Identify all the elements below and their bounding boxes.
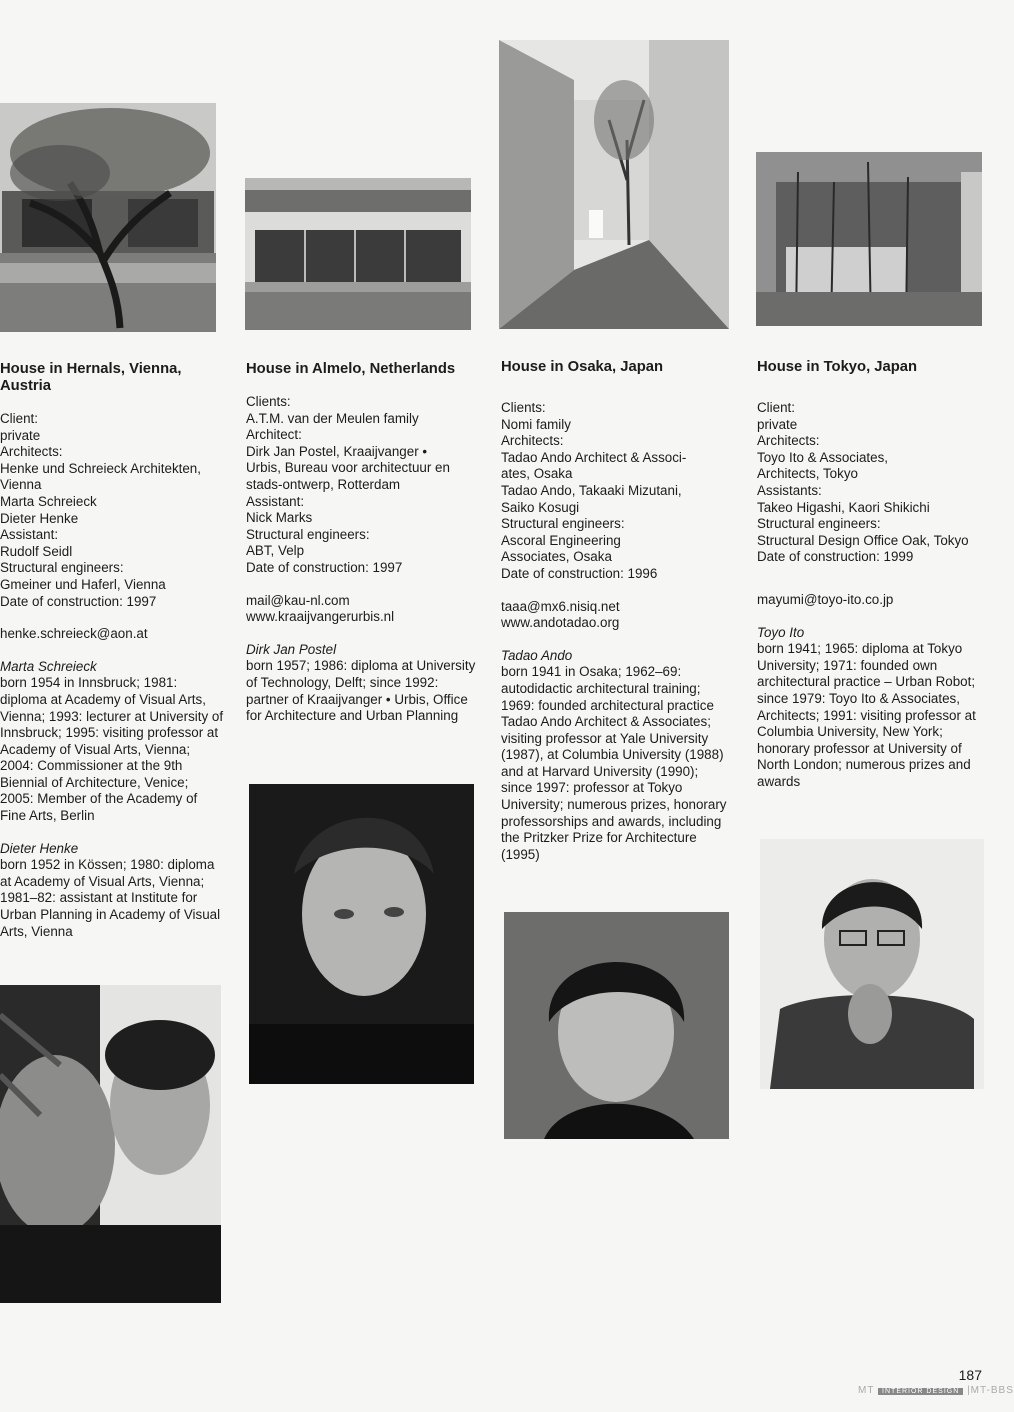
contact-email[interactable]: mayumi@toyo-ito.co.jp	[757, 591, 894, 607]
portrait-ito	[760, 839, 984, 1089]
credit-line: Date of construction: 1997	[0, 593, 157, 609]
watermark-left: MT	[858, 1385, 875, 1396]
credit-line: Date of construction: 1999	[757, 549, 914, 565]
bio-text: born 1941; 1965: diploma at Tokyo University; 1971: founded own architectural practice – Urban Robot; since 1979: Toyo Ito & Associates, Architects; 1991: visiting professor at Columbia University, New York; honorary professor at University of North London; numerous prizes and awards	[757, 641, 976, 789]
contact-website[interactable]: www.kraaijvangerurbis.nl	[246, 609, 395, 625]
bio-text: born 1957; 1986: diploma at University of Technology, Delft; since 1992: partner of Kraaijvanger • Urbis, Office for Architecture and Urban Planning	[246, 658, 476, 724]
house-osaka-photo	[499, 40, 729, 329]
contacts	[0, 626, 225, 643]
portrait-ando	[504, 912, 729, 1139]
credit-line: Structural engineers:	[501, 516, 625, 532]
page-number: 187	[958, 1367, 982, 1383]
architect-name: Toyo Ito	[757, 624, 805, 640]
credit-line: Date of construction: 1996	[501, 565, 658, 581]
credit-line: Ascoral Engineering	[501, 532, 621, 548]
contact-email[interactable]: mail@kau-nl.com	[246, 592, 350, 608]
credit-line: Rudolf Seidl	[0, 543, 73, 559]
credit-line: Nomi family	[501, 416, 571, 432]
credit-line: Henke und Schreieck Architekten,	[0, 460, 201, 476]
contact-website[interactable]: www.andotadao.org	[501, 615, 620, 631]
contact-email[interactable]: taaa@mx6.nisiq.net	[501, 598, 620, 614]
credit-line: Client:	[0, 411, 38, 426]
house-title: House in Hernals, Vienna, Austria	[0, 361, 182, 394]
credits	[501, 400, 733, 583]
credit-line: A.T.M. van der Meulen family	[246, 410, 419, 426]
architect-name: Marta Schreieck	[0, 658, 97, 674]
architect-name: Dirk Jan Postel	[246, 641, 337, 657]
credit-line: Client:	[757, 400, 795, 415]
credit-line: Architects:	[0, 444, 63, 460]
credit-line: ates, Osaka	[501, 466, 573, 482]
credit-line: Assistants:	[757, 482, 822, 498]
credit-line: Takeo Higashi, Kaori Shikichi	[757, 499, 930, 515]
house-column-tokyo	[757, 359, 989, 790]
architect-bio	[501, 648, 733, 864]
credit-line: Tadao Ando, Takaaki Mizutani,	[501, 482, 682, 498]
house-title: House in Osaka, Japan	[501, 359, 664, 375]
credit-line: Structural engineers:	[246, 526, 370, 542]
credit-line: Gmeiner und Haferl, Vienna	[0, 576, 166, 592]
bio-text: born 1954 in Innsbruck; 1981: diploma at Academy of Visual Arts, Vienna; 1993: lecturer at University of Innsbruck; 1995: visiting professor at Academy of Visual Arts, Vienna; 2004: Commissioner at the 9th Biennial of Architecture, Venice; 2005: Member of the Academy of Fine Arts, Berlin	[0, 675, 224, 824]
credit-line: Structural Design Office Oak, Tokyo	[757, 532, 969, 548]
credit-line: Vienna	[0, 477, 42, 493]
credit-line: Architects:	[757, 433, 820, 449]
contacts	[246, 593, 476, 626]
credit-line: Architects, Tokyo	[757, 466, 858, 482]
architect-bio	[246, 642, 476, 725]
credits	[246, 394, 476, 577]
credit-line: Nick Marks	[246, 510, 313, 526]
architect-bio	[0, 841, 225, 941]
credit-line: ABT, Velp	[246, 543, 305, 559]
credits	[757, 400, 989, 566]
credit-line: Architects:	[501, 433, 564, 449]
credit-line: Structural engineers:	[757, 516, 881, 532]
contacts	[501, 599, 733, 632]
credit-line: Toyo Ito & Associates,	[757, 449, 888, 465]
watermark-right: |MT-BBS	[967, 1385, 1014, 1396]
architect-name: Dieter Henke	[0, 840, 79, 856]
credit-line: private	[757, 416, 798, 432]
credit-line: Assistant:	[246, 493, 305, 509]
credit-line: Date of construction: 1997	[246, 559, 403, 575]
credit-line: private	[0, 427, 41, 443]
house-title: House in Tokyo, Japan	[757, 359, 918, 375]
architect-bio	[0, 659, 225, 825]
bio-text: born 1952 in Kössen; 1980: diploma at Academy of Visual Arts, Vienna; 1981–82: assistant at Institute for Urban Planning in Academy of Visual Arts, Vienna	[0, 857, 221, 939]
watermark	[858, 1385, 1014, 1396]
bio-text: born 1941 in Osaka; 1962–69: autodidactic architectural training; 1969: founded architectural practice Tadao Ando Architect & Associates; visiting professor at Yale University (1987), at Columbia University (1988) and at Harvard University (1990); since 1997: professor at Tokyo University; numerous prizes, honorary professorships and awards, including the Pritzker Prize for Architecture (1995)	[501, 664, 727, 862]
portrait-postel	[249, 784, 474, 1084]
house-almelo-photo	[245, 178, 471, 330]
contacts	[757, 592, 989, 609]
credit-line: Structural engineers:	[0, 560, 124, 576]
house-column-osaka	[501, 359, 733, 863]
credit-line: Assistant:	[0, 527, 59, 543]
house-column-almelo	[246, 361, 476, 725]
contact-email[interactable]: henke.schreieck@aon.at	[0, 626, 148, 642]
watermark-tag: INTERIOR DESIGN	[878, 1388, 963, 1395]
credit-line: Clients:	[501, 400, 546, 415]
credit-line: stads-ontwerp, Rotterdam	[246, 476, 401, 492]
house-column-hernals	[0, 361, 225, 940]
credits	[0, 411, 225, 610]
credit-line: Clients:	[246, 394, 291, 409]
house-tokyo-photo	[756, 152, 982, 326]
credit-line: Architect:	[246, 427, 302, 443]
credit-line: Urbis, Bureau voor architectuur en	[246, 460, 450, 476]
credit-line: Marta Schreieck	[0, 493, 97, 509]
house-hernals-photo	[0, 103, 216, 332]
architect-bio	[757, 625, 989, 791]
credit-line: Dieter Henke	[0, 510, 79, 526]
portrait-henke-schreieck	[0, 985, 221, 1303]
credit-line: Tadao Ando Architect & Associ-	[501, 449, 687, 465]
credit-line: Dirk Jan Postel, Kraaijvanger •	[246, 443, 428, 459]
credit-line: Associates, Osaka	[501, 549, 612, 565]
credit-line: Saiko Kosugi	[501, 499, 580, 515]
architect-name: Tadao Ando	[501, 647, 573, 663]
house-title: House in Almelo, Netherlands	[246, 361, 456, 377]
